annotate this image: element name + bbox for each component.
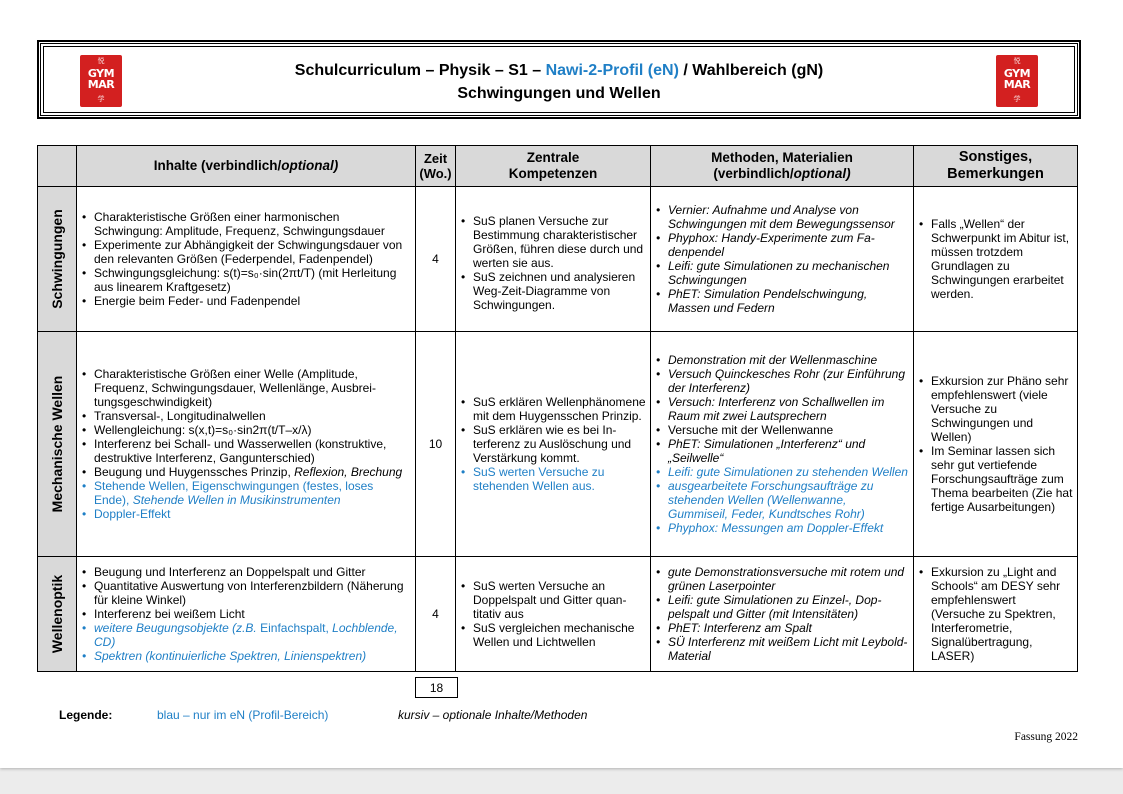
logo-text: GYM MAR	[87, 67, 115, 91]
zeit-cell: 4	[416, 187, 456, 332]
methoden-cell: • Vernier: Aufnahme und Analyse von Schwingungen mit dem Bewegungssensor • Phyphox: Handy-Experimente zum Fadenpendel • Leifi: gute Simulationen zu mechanischen Schwingungen • PhET: Simulation Pendelschwingung, Massen und Federn	[651, 187, 914, 332]
kompetenzen-cell: • SuS werten Versuche an Doppelspalt und Gitter quantitativ aus • SuS vergleichen mechanische Wellen und Lichtwellen	[456, 557, 651, 672]
document-subtitle: Schwingungen und Wellen	[457, 85, 661, 102]
curriculum-table	[37, 145, 1078, 672]
school-logo: 悦 GYM MAR 学	[80, 55, 122, 107]
document-title: Schulcurriculum – Physik – S1 – Nawi-2-Profil (eN) / Wahlbereich (gN)	[294, 62, 824, 79]
sonstiges-cell: • Exkursion zu „Light and Schools“ am DESY sehr empfehlenswert (Versuche zu Spektren, Interferometrie, Signalübertragung, LASER)	[914, 557, 1078, 672]
sonstiges-cell: • Exkursion zur Phäno sehr empfehlenswert (viele Versuche zu Schwingungen und Wellen) • Im Seminar lassen sich sehr gut vertiefende Forschungsaufträge zum Thema bearbeiten (Zie hat fertige Ausarbeitungen)	[914, 332, 1078, 557]
col-header-methoden: Methoden, Materialien (verbindlich/optional)	[651, 146, 914, 187]
methoden-cell: • gute Demonstrationsversuche mit rotem und grünen Laserpointer • Leifi: gute Simulationen zu Einzel-, Doppelspalt und Gitter (mit Intensitäten) • PhET: Interferenz am Spalt • SÜ Interferenz mit weißem Licht mit Leybold-Material	[651, 557, 914, 672]
legend-label: Legende:	[59, 708, 113, 722]
school-logo: 悦 GYM MAR 学	[996, 55, 1038, 107]
total-weeks: 18	[415, 677, 458, 698]
zeit-cell: 4	[416, 557, 456, 672]
inhalte-cell: • Charakteristische Größen einer harmonischen Schwingung: Amplitude, Frequenz, Schwingungsdauer • Experimente zur Abhängigkeit der Schwingungsdauer von den relevanten Größen (Federpendel, Fadenpendel) • Schwingungsgleichung: s(t)=s₀·sin(2πt/T) (mit Herleitung aus linearem Kraftgesetz) • Energie beim Feder- und Fadenpendel	[77, 187, 416, 332]
table-row	[38, 187, 1078, 332]
col-header-inhalte: Inhalte (verbindlich/optional)	[77, 146, 416, 187]
methoden-cell: • Demonstration mit der Wellenmaschine • Versuch Quinckesches Rohr (zur Einführung der Interferenz) • Versuch: Interferenz von Schallwellen im Raum mit zwei Lautsprechern • Versuche mit der Wellenwanne • PhET: Simulationen „Interferenz“ und „Seilwelle“ • Leifi: gute Simulationen zu stehenden Wellen • ausgearbeitete Forschungsaufträge zu stehenden Wellen (Wellenwanne, Gummiseil, Feder, Kundtsches Rohr) • Phyphox: Messungen am Doppler-Effekt	[651, 332, 914, 557]
inhalte-cell: • Charakteristische Größen einer Welle (Amplitude, Frequenz, Schwingungsdauer, Wellenlänge, Ausbreitungsgeschwindigkeit) • Transversal-, Longitudinalwellen • Wellengleichung: s(x,t)=s₀·sin2π(t/T–x/λ) • Interferenz bei Schall- und Wasserwellen (konstruktive, destruktive Interferenz, Gangunterschied) • Beugung und Huygenssches Prinzip, Reflexion, Brechung • Stehende Wellen, Eigenschwingungen (festes, loses Ende), Stehende Wellen in Musikinstrumenten • Doppler-Effekt	[77, 332, 416, 557]
kompetenzen-cell: • SuS planen Versuche zur Bestimmung charakteristischer Größen, führen diese durch und werten sie aus. • SuS zeichnen und analysieren Weg-Zeit-Diagramme von Schwingungen.	[456, 187, 651, 332]
version-note: Fassung 2022	[1014, 731, 1078, 743]
title-box	[38, 41, 1080, 118]
col-header-sonstiges: Sonstiges, Bemerkungen	[914, 146, 1078, 187]
table-row	[38, 332, 1078, 557]
table-row	[38, 557, 1078, 672]
header-corner-cell	[38, 146, 77, 187]
row-label-wellenoptik: Wellenoptik	[38, 557, 77, 672]
legend-blue: blau – nur im eN (Profil-Bereich)	[157, 708, 329, 722]
kompetenzen-cell: • SuS erklären Wellenphänomene mit dem Huygensschen Prinzip. • SuS erklären wie es bei Interferenz zu Auslöschung und Verstärkung kommt. • SuS werten Versuche zu stehenden Wellen aus.	[456, 332, 651, 557]
row-label-mechanische-wellen: Mechanische Wellen	[38, 332, 77, 557]
row-label-schwingungen: Schwingungen	[38, 187, 77, 332]
sonstiges-cell: • Falls „Wellen“ der Schwerpunkt im Abitur ist, müssen trotzdem Grundlagen zu Schwingungen erarbeitet werden.	[914, 187, 1078, 332]
col-header-kompetenzen: Zentrale Kompetenzen	[456, 146, 651, 187]
legend-italic: kursiv – optionale Inhalte/Methoden	[398, 708, 588, 722]
zeit-cell: 10	[416, 332, 456, 557]
inhalte-cell: • Beugung und Interferenz an Doppelspalt und Gitter • Quantitative Auswertung von Interferenzbildern (Näherung für kleine Winkel) • Interferenz bei weißem Licht • weitere Beugungsobjekte (z.B. Einfachspalt, Lochblende, CD) • Spektren (kontinuierliche Spektren, Linienspektren)	[77, 557, 416, 672]
col-header-zeit: Zeit (Wo.)	[416, 146, 456, 187]
